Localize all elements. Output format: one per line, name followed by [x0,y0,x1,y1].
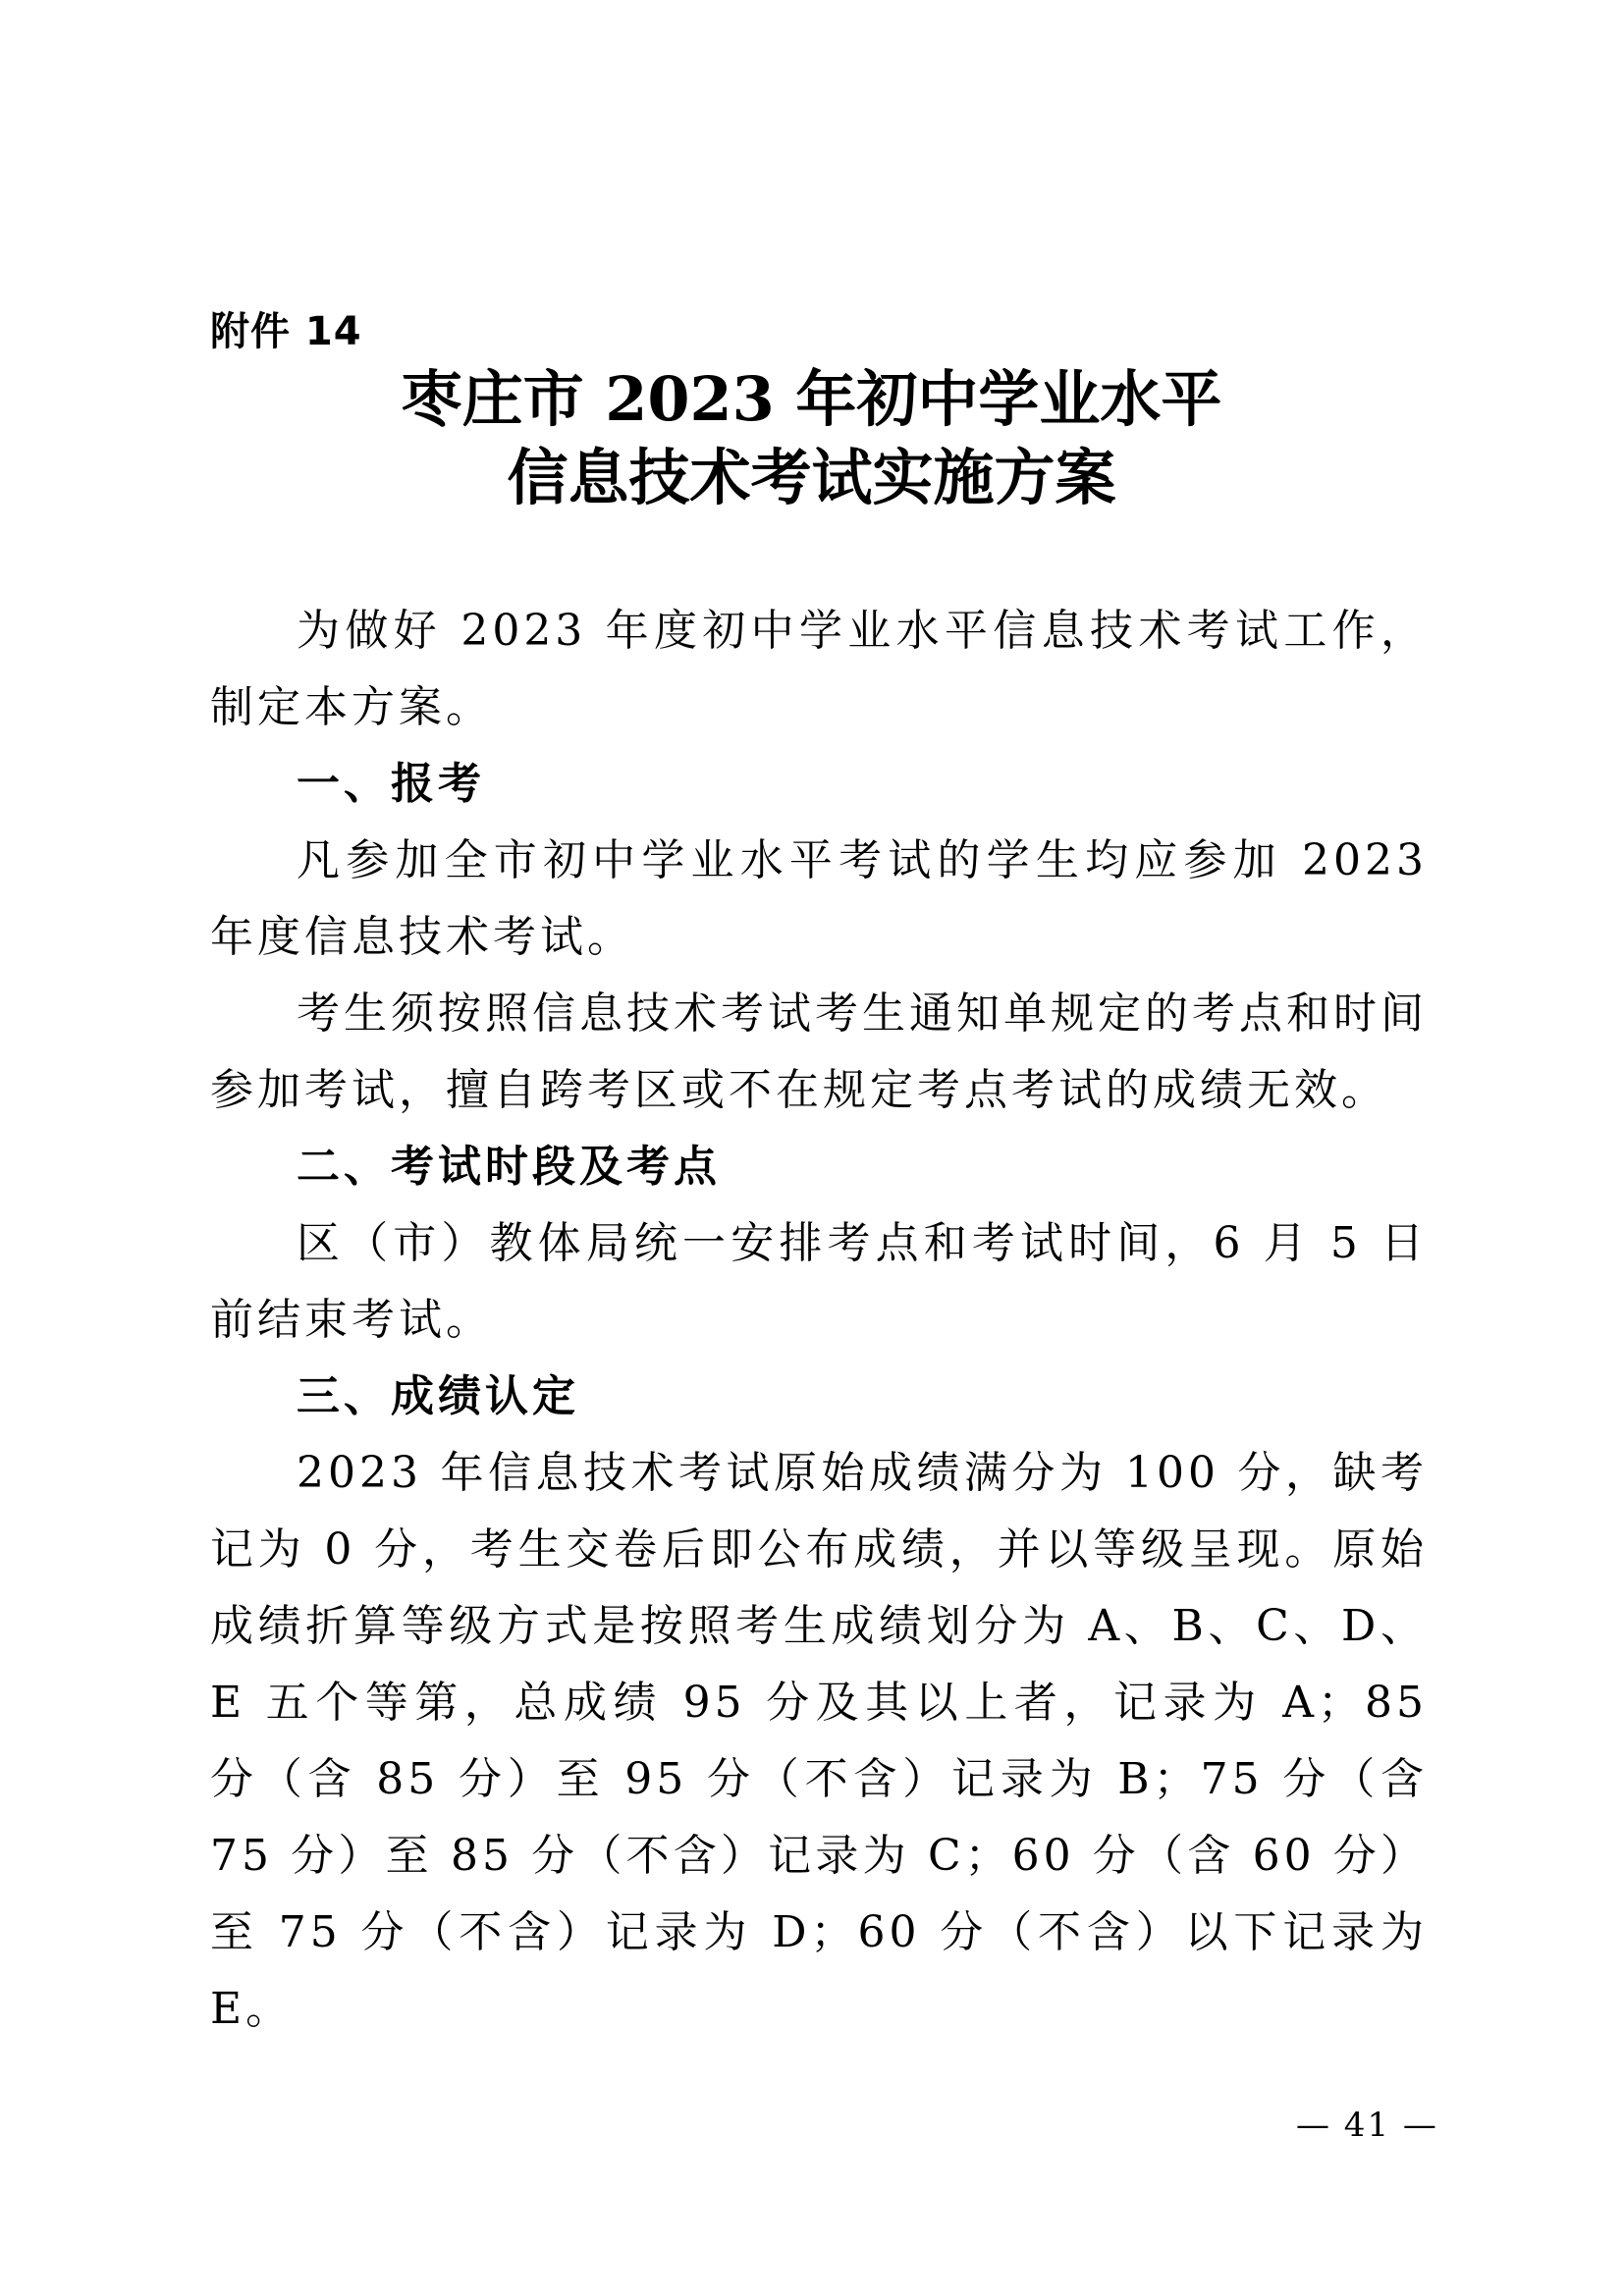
section-paragraph: 凡参加全市初中学业水平考试的学生均应参加 2023 年度信息技术考试。 [210,835,1428,962]
section-heading-registration: 一、报考 [297,759,485,809]
page-number: — 41 — [1296,2106,1438,2145]
attachment-label: 附件 14 [210,309,362,354]
section-paragraph: 区（市）教体局统一安排考点和考试时间，6 月 5 日前结束考试。 [210,1218,1428,1345]
section-heading-score-determination: 三、成绩认定 [297,1371,579,1421]
section-heading-exam-time-and-site: 二、考试时段及考点 [297,1142,721,1192]
document-title-line-1: 枣庄市 2023 年初中学业水平 [401,363,1222,435]
document-body [210,593,1428,2048]
intro-paragraph: 为做好 2023 年度初中学业水平信息技术考试工作，制定本方案。 [210,606,1428,732]
section-paragraph: 考生须按照信息技术考试考生通知单规定的考点和时间参加考试，擅自跨考区或不在规定考点考试的成绩无效。 [210,988,1428,1115]
document-title-line-2: 信息技术考试实施方案 [507,442,1116,513]
section-paragraph: 2023 年信息技术考试原始成绩满分为 100 分，缺考记为 0 分，考生交卷后即公布成绩，并以等级呈现。原始成绩折算等级方式是按照考生成绩划分为 A、B、C、D、E 五个等第，总成绩 95 分及其以上者，记录为 A；85 分（含 85 分）至 95 分（不含）记录为 B；75 分（含 75 分）至 85 分（不含）记录为 C；60 分（含 60 分）至 75 分（不含）记录为 D；60 分（不含）以下记录为 E。 [210,1448,1428,2034]
